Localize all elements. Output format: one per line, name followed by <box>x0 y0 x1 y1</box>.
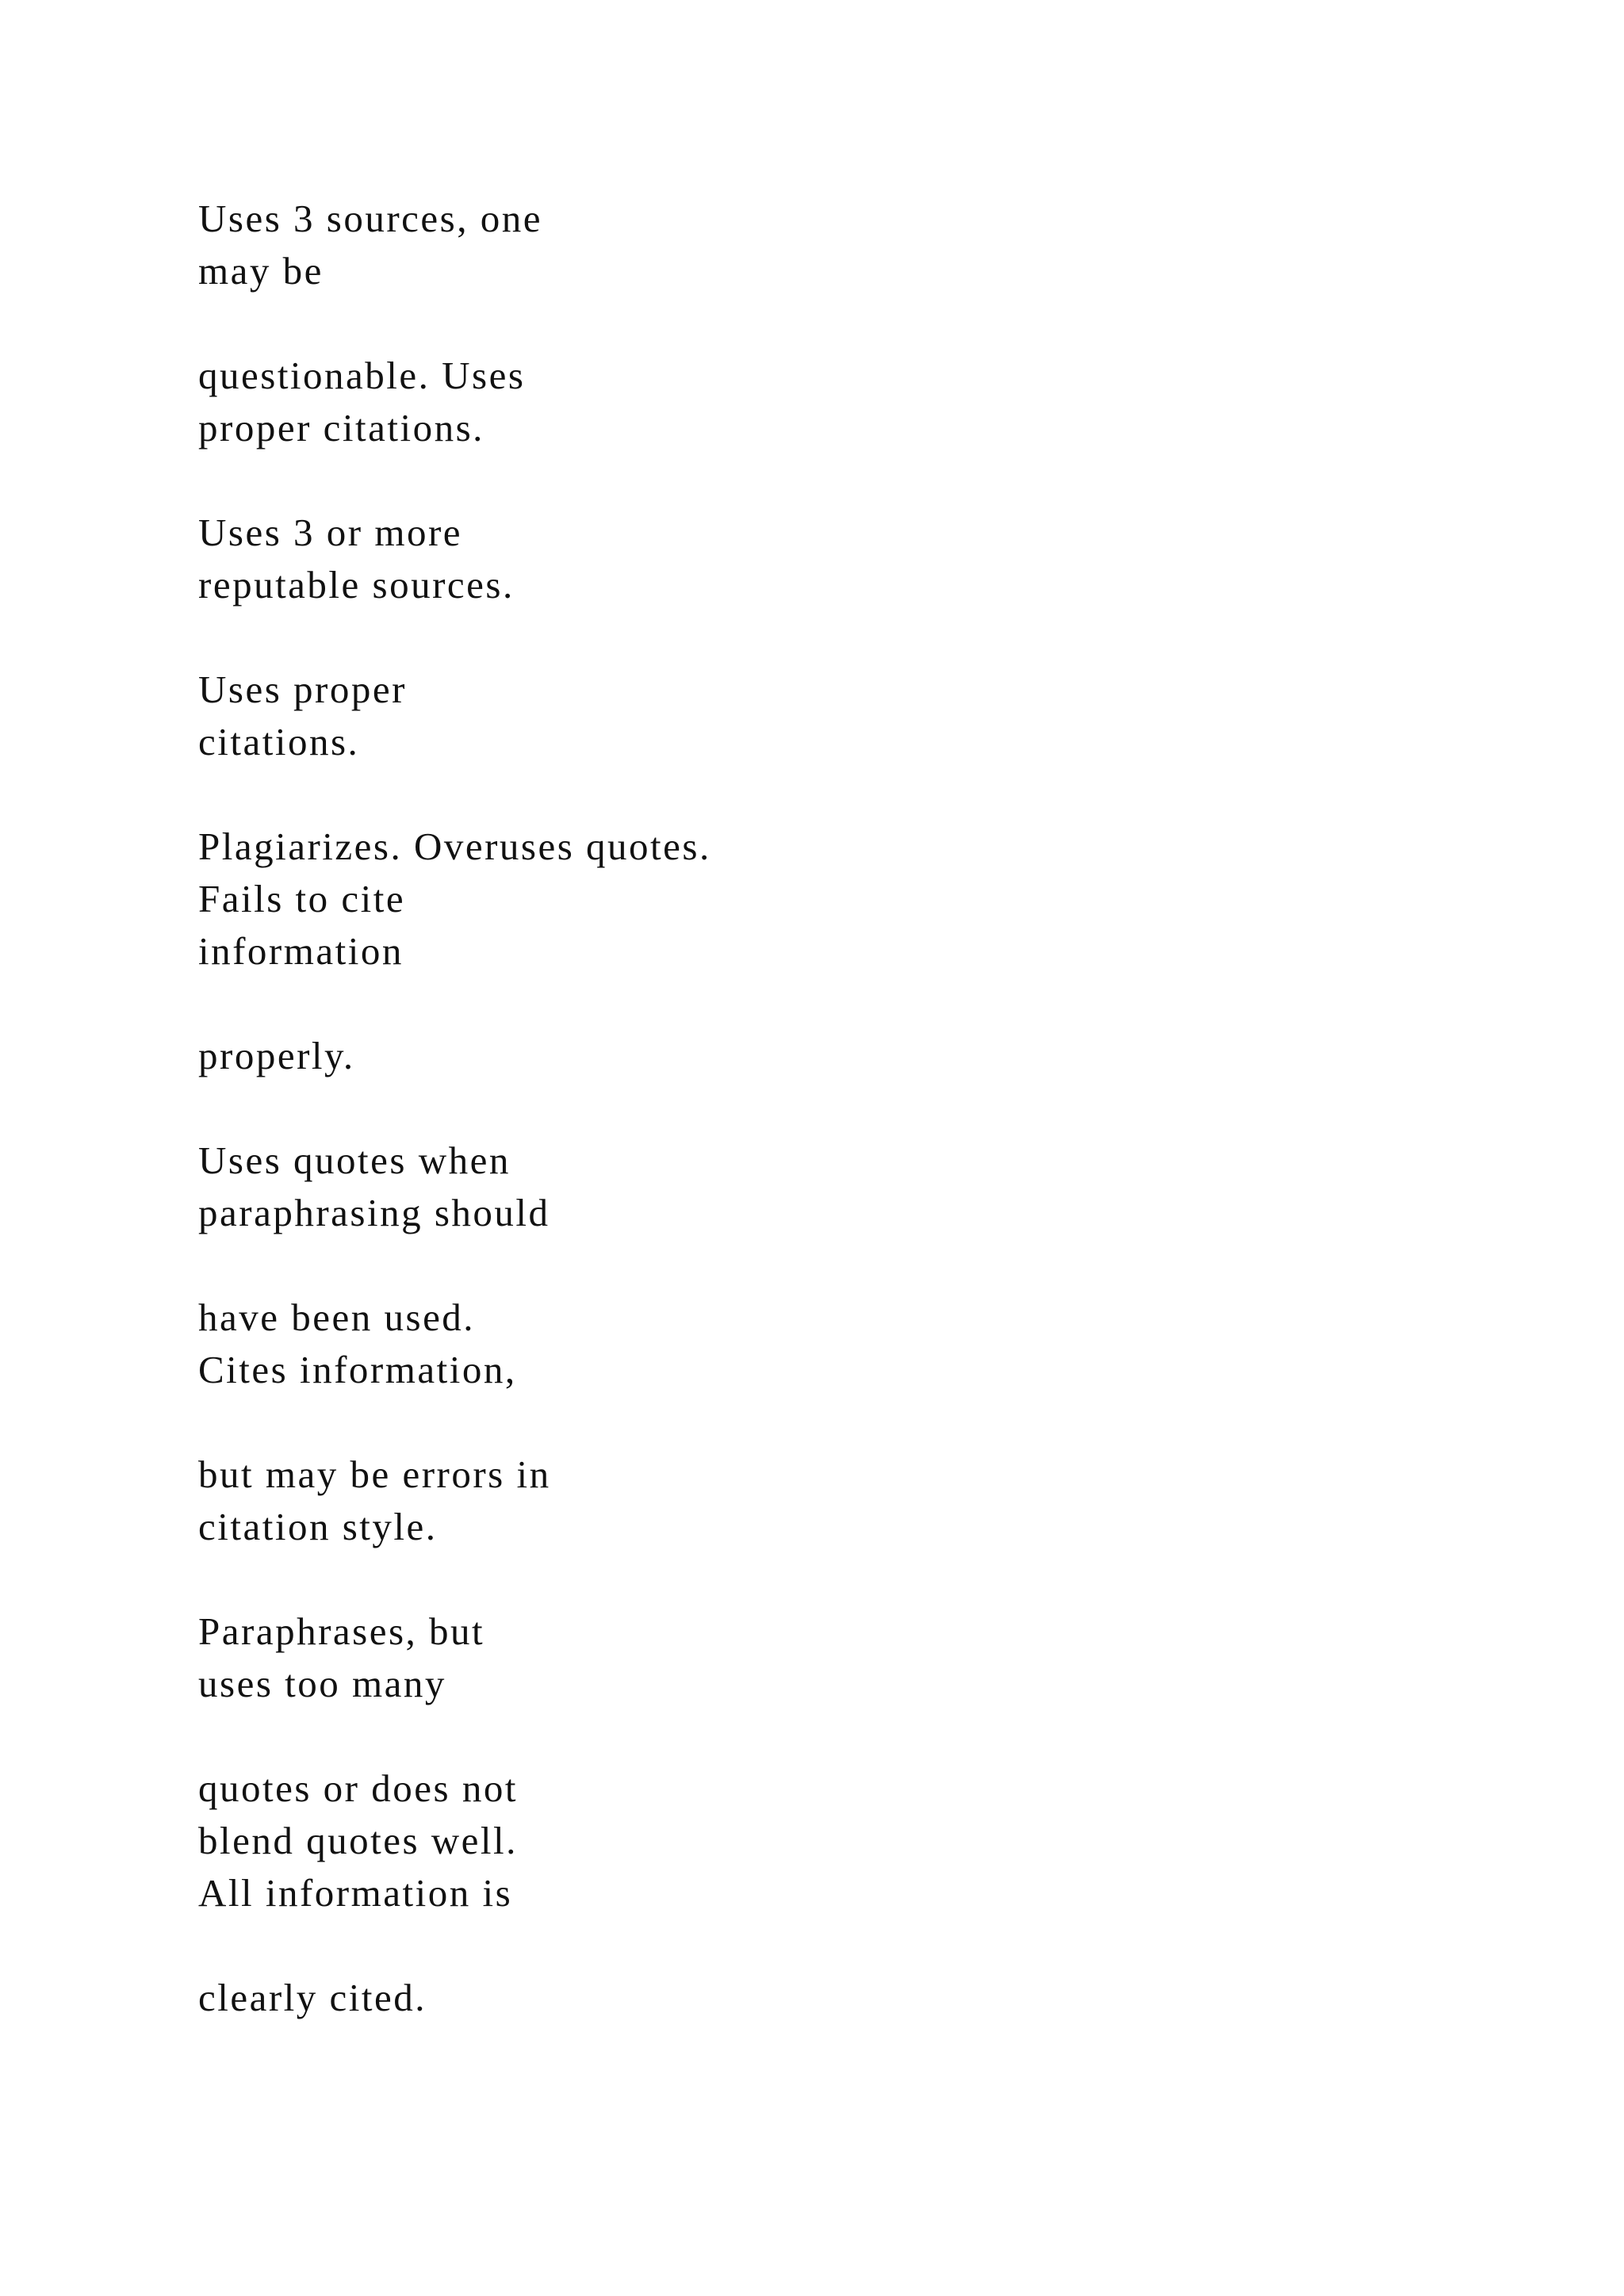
text-line: Uses 3 or more <box>198 511 463 554</box>
blank-line <box>198 978 1546 1030</box>
text-line: paraphrasing should <box>198 1191 550 1234</box>
blank-line <box>198 611 1546 664</box>
blank-line <box>198 454 1546 507</box>
text-line: Uses proper <box>198 668 407 711</box>
text-line: Uses 3 sources, one <box>198 197 542 240</box>
text-line: All information is <box>198 1871 513 1915</box>
text-line: citation style. <box>198 1505 438 1548</box>
text-line: may be <box>198 249 324 293</box>
blank-line <box>198 1239 1546 1292</box>
blank-line <box>198 1082 1546 1135</box>
text-line: quotes or does not <box>198 1766 518 1810</box>
blank-line <box>198 297 1546 350</box>
document-body <box>198 193 1546 2024</box>
text-line: proper citations. <box>198 406 485 450</box>
text-line: properly. <box>198 1034 355 1077</box>
text-line: Fails to cite <box>198 877 406 920</box>
text-line: but may be errors in <box>198 1452 551 1496</box>
text-line: uses too many <box>198 1662 446 1705</box>
text-line: citations. <box>198 720 360 763</box>
blank-line <box>198 768 1546 821</box>
text-line: Uses quotes when <box>198 1138 511 1182</box>
blank-line <box>198 1710 1546 1762</box>
text-line: clearly cited. <box>198 1976 427 2019</box>
text-line: information <box>198 929 404 973</box>
text-line: have been used. <box>198 1295 476 1339</box>
text-line: reputable sources. <box>198 563 515 607</box>
text-line: Cites information, <box>198 1348 517 1391</box>
text-line: blend quotes well. <box>198 1819 518 1862</box>
text-line: questionable. Uses <box>198 354 526 397</box>
blank-line <box>198 1396 1546 1448</box>
text-line: Paraphrases, but <box>198 1609 485 1653</box>
text-line: Plagiarizes. Overuses quotes. <box>198 825 711 868</box>
blank-line <box>198 1553 1546 1605</box>
blank-line <box>198 1919 1546 1972</box>
